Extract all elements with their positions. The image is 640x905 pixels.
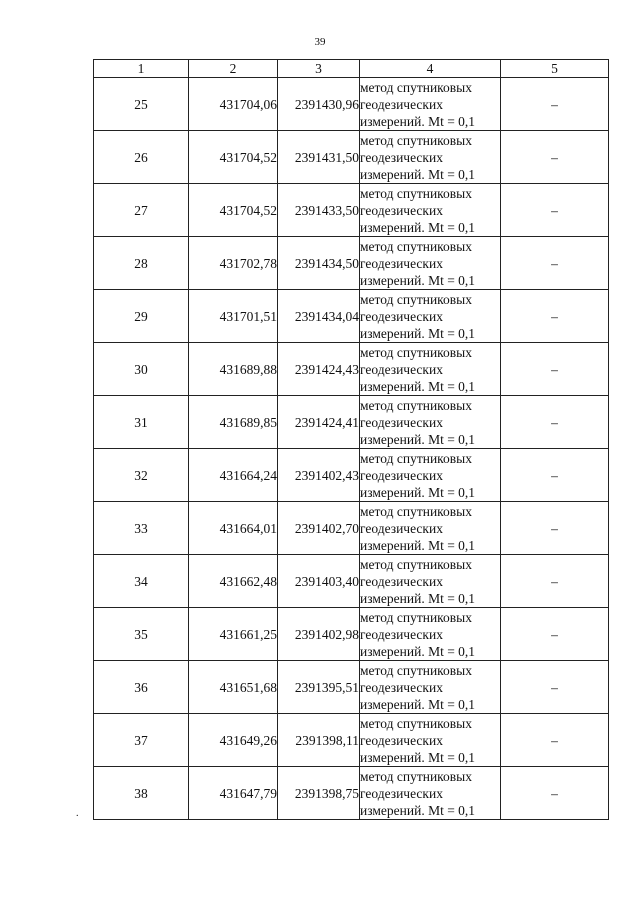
y-coordinate-cell: 2391402,70	[278, 502, 360, 555]
y-coordinate-cell: 2391434,04	[278, 290, 360, 343]
x-coordinate-cell: 431704,06	[189, 78, 278, 131]
method-cell: метод спутниковых геодезических измерений. Mt = 0,1	[360, 290, 501, 343]
point-number-cell: 26	[94, 131, 189, 184]
table-row	[94, 396, 609, 449]
table-row	[94, 184, 609, 237]
method-cell: метод спутниковых геодезических измерений. Mt = 0,1	[360, 555, 501, 608]
point-number-cell: 32	[94, 449, 189, 502]
x-coordinate-cell: 431661,25	[189, 608, 278, 661]
x-coordinate-cell: 431689,88	[189, 343, 278, 396]
table-row	[94, 290, 609, 343]
y-coordinate-cell: 2391403,40	[278, 555, 360, 608]
y-coordinate-cell: 2391430,96	[278, 78, 360, 131]
method-cell: метод спутниковых геодезических измерений. Mt = 0,1	[360, 767, 501, 820]
table-row	[94, 767, 609, 820]
header-col-4: 4	[360, 60, 501, 78]
note-cell: –	[501, 184, 609, 237]
y-coordinate-cell: 2391395,51	[278, 661, 360, 714]
header-row	[94, 60, 609, 78]
note-cell: –	[501, 449, 609, 502]
y-coordinate-cell: 2391402,98	[278, 608, 360, 661]
y-coordinate-cell: 2391434,50	[278, 237, 360, 290]
table-row	[94, 714, 609, 767]
table-body	[94, 78, 609, 820]
point-number-cell: 28	[94, 237, 189, 290]
method-cell: метод спутниковых геодезических измерений. Mt = 0,1	[360, 343, 501, 396]
x-coordinate-cell: 431647,79	[189, 767, 278, 820]
x-coordinate-cell: 431651,68	[189, 661, 278, 714]
point-number-cell: 29	[94, 290, 189, 343]
note-cell: –	[501, 555, 609, 608]
x-coordinate-cell: 431704,52	[189, 184, 278, 237]
point-number-cell: 35	[94, 608, 189, 661]
method-cell: метод спутниковых геодезических измерений. Mt = 0,1	[360, 608, 501, 661]
method-cell: метод спутниковых геодезических измерений. Mt = 0,1	[360, 184, 501, 237]
table-row	[94, 661, 609, 714]
y-coordinate-cell: 2391424,41	[278, 396, 360, 449]
point-number-cell: 25	[94, 78, 189, 131]
x-coordinate-cell: 431701,51	[189, 290, 278, 343]
method-cell: метод спутниковых геодезических измерений. Mt = 0,1	[360, 449, 501, 502]
point-number-cell: 37	[94, 714, 189, 767]
table-row	[94, 78, 609, 131]
table-row	[94, 449, 609, 502]
note-cell: –	[501, 608, 609, 661]
point-number-cell: 36	[94, 661, 189, 714]
method-cell: метод спутниковых геодезических измерений. Mt = 0,1	[360, 661, 501, 714]
table-row	[94, 555, 609, 608]
header-col-3: 3	[278, 60, 360, 78]
x-coordinate-cell: 431702,78	[189, 237, 278, 290]
table-row	[94, 237, 609, 290]
note-cell: –	[501, 290, 609, 343]
x-coordinate-cell: 431664,24	[189, 449, 278, 502]
note-cell: –	[501, 714, 609, 767]
y-coordinate-cell: 2391398,11	[278, 714, 360, 767]
x-coordinate-cell: 431664,01	[189, 502, 278, 555]
table-row	[94, 608, 609, 661]
point-number-cell: 30	[94, 343, 189, 396]
point-number-cell: 34	[94, 555, 189, 608]
note-cell: –	[501, 237, 609, 290]
coordinates-table	[93, 59, 609, 820]
header-col-2: 2	[189, 60, 278, 78]
stray-mark: .	[76, 808, 79, 819]
table-row	[94, 131, 609, 184]
note-cell: –	[501, 396, 609, 449]
method-cell: метод спутниковых геодезических измерений. Mt = 0,1	[360, 396, 501, 449]
point-number-cell: 31	[94, 396, 189, 449]
point-number-cell: 33	[94, 502, 189, 555]
table-row	[94, 502, 609, 555]
x-coordinate-cell: 431689,85	[189, 396, 278, 449]
y-coordinate-cell: 2391433,50	[278, 184, 360, 237]
point-number-cell: 27	[94, 184, 189, 237]
note-cell: –	[501, 343, 609, 396]
y-coordinate-cell: 2391398,75	[278, 767, 360, 820]
note-cell: –	[501, 661, 609, 714]
header-col-5: 5	[501, 60, 609, 78]
method-cell: метод спутниковых геодезических измерений. Mt = 0,1	[360, 237, 501, 290]
method-cell: метод спутниковых геодезических измерений. Mt = 0,1	[360, 78, 501, 131]
header-col-1: 1	[94, 60, 189, 78]
y-coordinate-cell: 2391424,43	[278, 343, 360, 396]
y-coordinate-cell: 2391431,50	[278, 131, 360, 184]
note-cell: –	[501, 131, 609, 184]
x-coordinate-cell: 431649,26	[189, 714, 278, 767]
x-coordinate-cell: 431704,52	[189, 131, 278, 184]
method-cell: метод спутниковых геодезических измерений. Mt = 0,1	[360, 502, 501, 555]
note-cell: –	[501, 767, 609, 820]
y-coordinate-cell: 2391402,43	[278, 449, 360, 502]
point-number-cell: 38	[94, 767, 189, 820]
table-row	[94, 343, 609, 396]
note-cell: –	[501, 78, 609, 131]
x-coordinate-cell: 431662,48	[189, 555, 278, 608]
table-header	[94, 60, 609, 78]
page-number: 39	[314, 36, 326, 48]
note-cell: –	[501, 502, 609, 555]
method-cell: метод спутниковых геодезических измерений. Mt = 0,1	[360, 714, 501, 767]
method-cell: метод спутниковых геодезических измерений. Mt = 0,1	[360, 131, 501, 184]
